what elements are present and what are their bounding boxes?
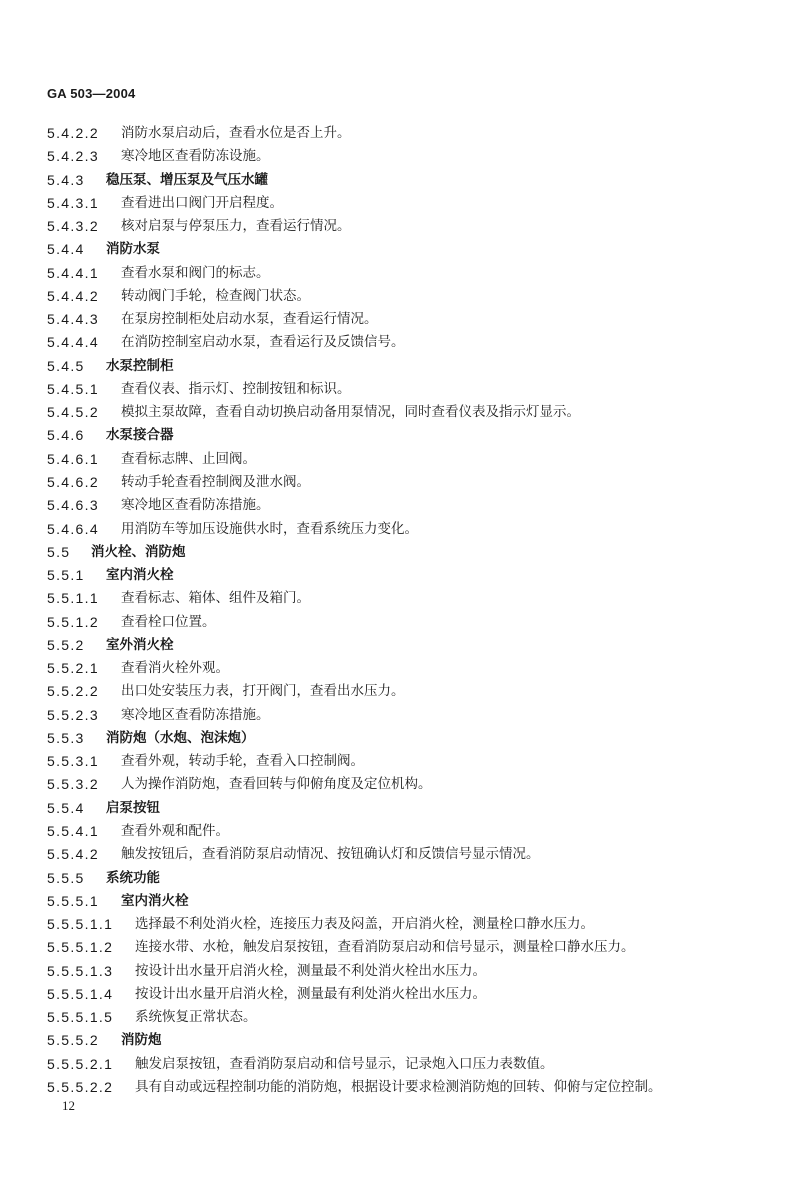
clause-text: 查看水泵和阀门的标志。 <box>121 264 270 281</box>
clause-item <box>47 704 767 727</box>
clause-number: 5.4.6 <box>47 427 85 444</box>
section-heading <box>47 355 767 378</box>
clause-text: 触发按钮后，查看消防泵启动情况、按钮确认灯和反馈信号显示情况。 <box>121 846 540 863</box>
clause-text: 触发启泵按钮，查看消防泵启动和信号显示，记录炮入口压力表数值。 <box>135 1055 554 1072</box>
clause-number: 5.5.1 <box>47 567 85 584</box>
clause-text: 核对启泵与停泵压力，查看运行情况。 <box>121 218 351 235</box>
clause-item <box>47 401 767 424</box>
clause-number: 5.5.3.1 <box>47 753 99 770</box>
clause-text: 室内消火栓 <box>106 567 174 584</box>
clause-item <box>47 820 767 843</box>
clause-number: 5.4.3 <box>47 171 85 188</box>
clause-number: 5.5.2.1 <box>47 660 99 677</box>
clause-item <box>47 1006 767 1029</box>
clause-item <box>47 471 767 494</box>
clause-text: 按设计出水量开启消火栓，测量最有利处消火栓出水压力。 <box>135 985 486 1002</box>
clause-item <box>47 285 767 308</box>
clause-number: 5.4.2.2 <box>47 125 99 141</box>
clause-number: 5.4.6.4 <box>47 520 99 537</box>
clause-item <box>47 657 767 680</box>
clause-item <box>47 1076 767 1099</box>
clause-text: 寒冷地区查看防冻设施。 <box>121 148 270 165</box>
clause-text: 消防炮（水炮、泡沫炮） <box>106 729 255 746</box>
clause-text: 启泵按钮 <box>106 799 160 816</box>
clause-item <box>47 262 767 285</box>
clause-number: 5.5.5.1.4 <box>47 985 114 1002</box>
clause-number: 5.5.4.2 <box>47 846 99 863</box>
clause-item <box>47 983 767 1006</box>
clause-item <box>47 331 767 354</box>
clause-number: 5.4.4.4 <box>47 334 99 351</box>
clause-list <box>47 122 767 1099</box>
clause-number: 5.4.5.2 <box>47 404 99 421</box>
clause-number: 5.5.1.1 <box>47 590 99 607</box>
clause-text: 系统恢复正常状态。 <box>135 1009 257 1026</box>
clause-item <box>47 122 767 145</box>
clause-text: 人为操作消防炮，查看回转与仰俯角度及定位机构。 <box>121 776 432 793</box>
clause-text: 稳压泵、增压泵及气压水罐 <box>106 171 268 188</box>
clause-text: 查看外观，转动手轮，查看入口控制阀。 <box>121 753 364 770</box>
clause-text: 查看外观和配件。 <box>121 822 229 839</box>
clause-text: 查看消火栓外观。 <box>121 660 229 677</box>
clause-text: 在消防控制室启动水泵，查看运行及反馈信号。 <box>121 334 405 351</box>
clause-number: 5.5.2.2 <box>47 683 99 700</box>
clause-number: 5.4.3.1 <box>47 194 99 211</box>
clause-item <box>47 494 767 517</box>
clause-number: 5.5.4 <box>47 799 85 816</box>
clause-text: 室内消火栓 <box>121 892 189 909</box>
section-heading <box>47 797 767 820</box>
clause-item <box>47 913 767 936</box>
section-heading <box>47 727 767 750</box>
clause-number: 5.4.4 <box>47 241 85 258</box>
clause-text: 按设计出水量开启消火栓，测量最不利处消火栓出水压力。 <box>135 962 486 979</box>
clause-item <box>47 145 767 168</box>
clause-item <box>47 773 767 796</box>
clause-number: 5.5.5.2.2 <box>47 1078 114 1095</box>
clause-number: 5.5.5.1.1 <box>47 916 114 933</box>
section-heading <box>47 169 767 192</box>
clause-item <box>47 843 767 866</box>
clause-text: 寒冷地区查看防冻措施。 <box>121 497 270 514</box>
clause-number: 5.4.5 <box>47 357 85 374</box>
clause-text: 水泵控制柜 <box>106 357 174 374</box>
clause-text: 消防水泵 <box>106 241 160 258</box>
clause-text: 消防炮 <box>121 1032 162 1049</box>
clause-number: 5.4.4.3 <box>47 311 99 328</box>
clause-item <box>47 518 767 541</box>
clause-number: 5.4.4.2 <box>47 287 99 304</box>
clause-number: 5.5.5.2.1 <box>47 1055 114 1072</box>
section-heading <box>47 1029 767 1052</box>
clause-item <box>47 936 767 959</box>
clause-item <box>47 680 767 703</box>
clause-item <box>47 308 767 331</box>
clause-number: 5.5.5.1.2 <box>47 939 114 956</box>
clause-text: 用消防车等加压设施供水时，查看系统压力变化。 <box>121 520 418 537</box>
clause-text: 选择最不利处消火栓，连接压力表及闷盖，开启消火栓，测量栓口静水压力。 <box>135 916 594 933</box>
clause-item <box>47 448 767 471</box>
clause-number: 5.5.5.2 <box>47 1032 99 1049</box>
clause-number: 5.5.1.2 <box>47 613 99 630</box>
clause-text: 消火栓、消防炮 <box>91 543 186 560</box>
clause-number: 5.5.5.1.3 <box>47 962 114 979</box>
clause-text: 查看进出口阀门开启程度。 <box>121 194 283 211</box>
clause-item <box>47 750 767 773</box>
section-heading <box>47 634 767 657</box>
clause-item <box>47 192 767 215</box>
clause-item <box>47 960 767 983</box>
clause-text: 查看标志牌、止回阀。 <box>121 450 256 467</box>
clause-item <box>47 1053 767 1076</box>
standard-code-header: GA 503—2004 <box>47 86 136 101</box>
section-heading <box>47 890 767 913</box>
clause-number: 5.5.4.1 <box>47 822 99 839</box>
clause-number: 5.5 <box>47 543 71 560</box>
clause-number: 5.5.5.1.5 <box>47 1009 114 1026</box>
clause-number: 5.5.2 <box>47 636 85 653</box>
clause-text: 系统功能 <box>106 869 160 886</box>
clause-item <box>47 378 767 401</box>
page-number: 12 <box>62 1098 75 1113</box>
section-heading <box>47 424 767 447</box>
section-heading <box>47 238 767 261</box>
clause-text: 转动阀门手轮，检查阀门状态。 <box>121 287 310 304</box>
clause-text: 转动手轮查看控制阀及泄水阀。 <box>121 473 310 490</box>
clause-number: 5.4.2.3 <box>47 148 99 165</box>
section-heading <box>47 867 767 890</box>
clause-text: 查看栓口位置。 <box>121 613 216 630</box>
clause-text: 查看仪表、指示灯、控制按钮和标识。 <box>121 380 351 397</box>
clause-text: 查看标志、箱体、组件及箱门。 <box>121 590 310 607</box>
clause-number: 5.5.2.3 <box>47 706 99 723</box>
clause-text: 寒冷地区查看防冻措施。 <box>121 706 270 723</box>
clause-text: 出口处安装压力表，打开阀门，查看出水压力。 <box>121 683 405 700</box>
clause-number: 5.4.4.1 <box>47 264 99 281</box>
clause-text: 水泵接合器 <box>106 427 174 444</box>
clause-number: 5.4.6.3 <box>47 497 99 514</box>
clause-number: 5.4.6.1 <box>47 450 99 467</box>
clause-item <box>47 587 767 610</box>
clause-text: 模拟主泵故障，查看自动切换启动备用泵情况，同时查看仪表及指示灯显示。 <box>121 404 580 421</box>
clause-item <box>47 611 767 634</box>
clause-text: 室外消火栓 <box>106 636 174 653</box>
clause-item <box>47 215 767 238</box>
clause-text: 在泵房控制柜处启动水泵，查看运行情况。 <box>121 311 378 328</box>
section-heading <box>47 541 767 564</box>
clause-number: 5.5.5 <box>47 869 85 886</box>
clause-text: 具有自动或远程控制功能的消防炮，根据设计要求检测消防炮的回转、仰俯与定位控制。 <box>135 1078 662 1095</box>
clause-number: 5.5.3 <box>47 729 85 746</box>
clause-number: 5.5.5.1 <box>47 892 99 909</box>
clause-number: 5.4.3.2 <box>47 218 99 235</box>
clause-number: 5.4.6.2 <box>47 473 99 490</box>
clause-text: 消防水泵启动后，查看水位是否上升。 <box>121 125 351 141</box>
section-heading <box>47 564 767 587</box>
clause-number: 5.5.3.2 <box>47 776 99 793</box>
clause-number: 5.4.5.1 <box>47 380 99 397</box>
clause-text: 连接水带、水枪，触发启泵按钮，查看消防泵启动和信号显示，测量栓口静水压力。 <box>135 939 635 956</box>
